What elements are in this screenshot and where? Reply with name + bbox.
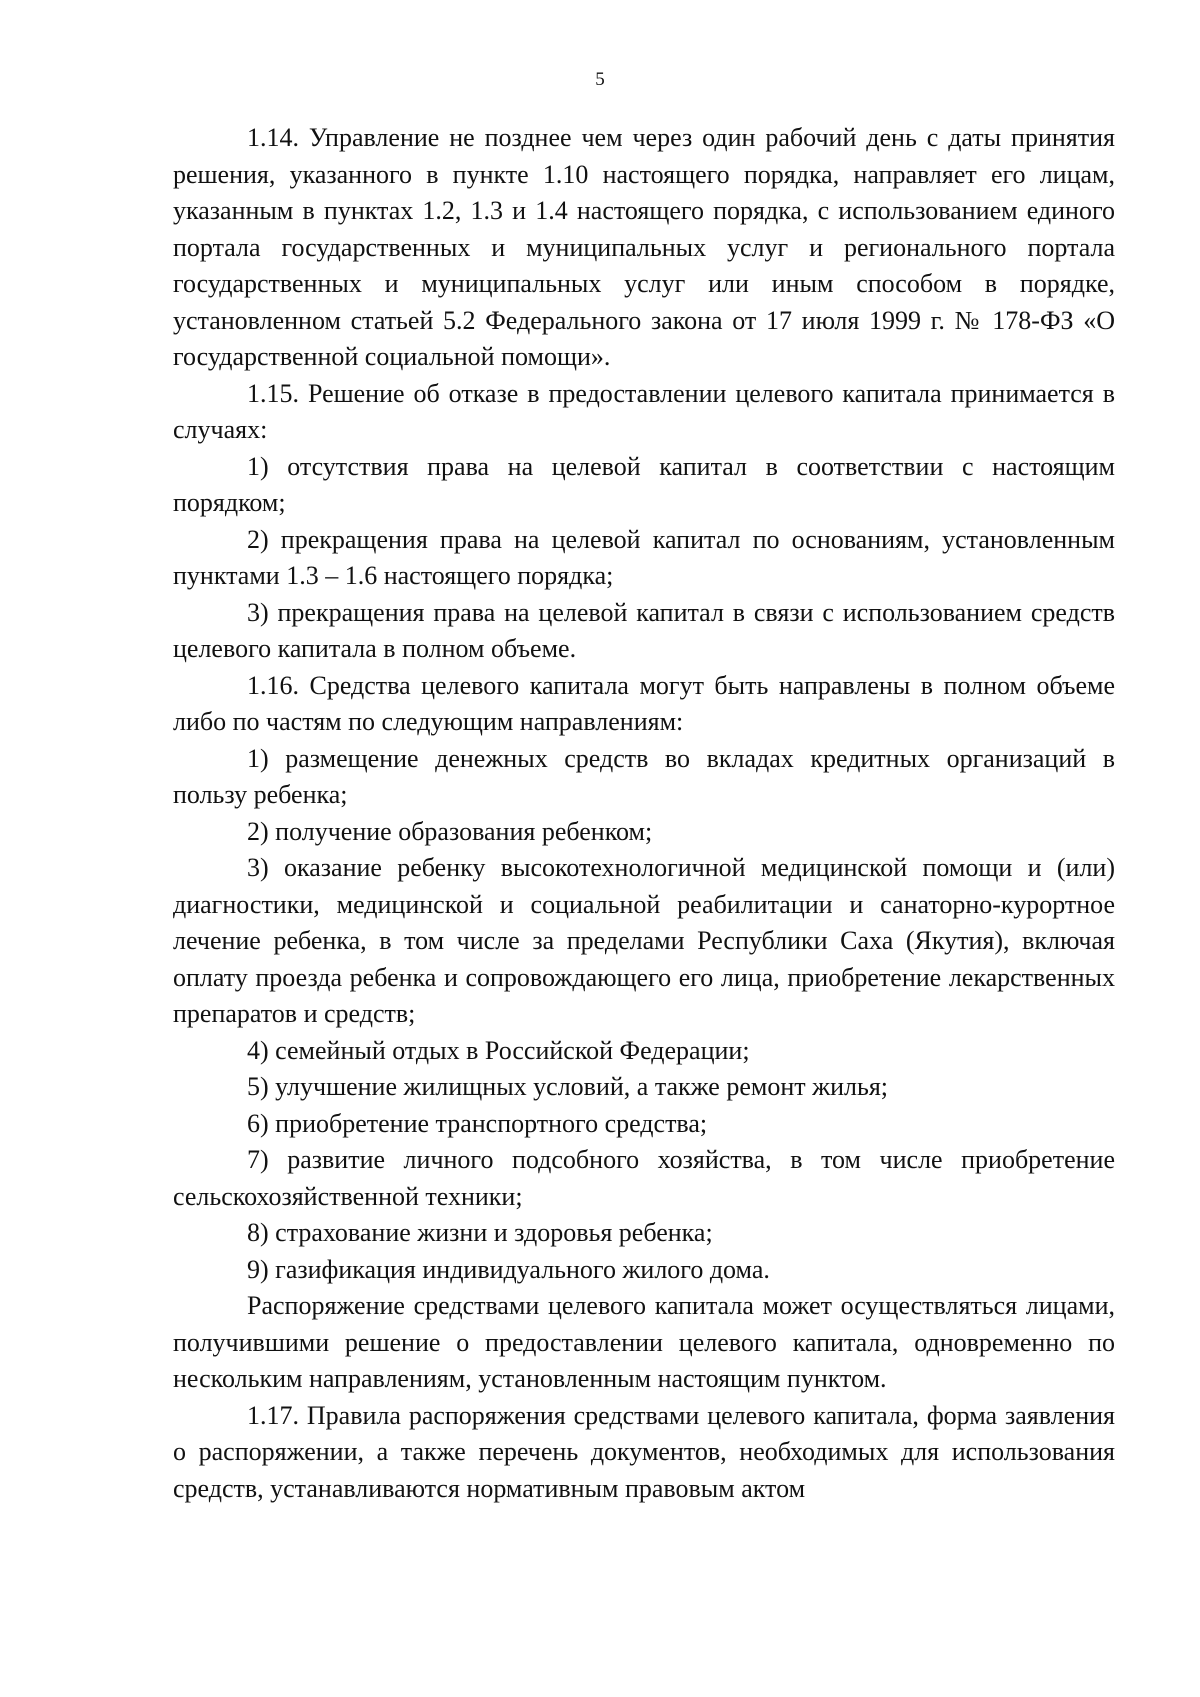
list-item-1-16-5: 5) улучшение жилищных условий, а также ремонт жилья; [247, 1072, 888, 1101]
list-item-1-16-7: 7) развитие личного подсобного хозяйства, в том числе приобретение сельскохозяйственной техники; [173, 1145, 1115, 1211]
paragraph-1-14: 1.14. Управление не позднее чем через один рабочий день с даты принятия решения, указанного в пункте 1.10 настоящего порядка, направляет его лицам, указанным в пунктах 1.2, 1.3 и 1.4 настоящего порядка, с использованием единого портала государственных и муниципальных услуг и регионального портала государственных и муниципальных услуг или иным способом в порядке, установленном статьей 5.2 Федерального закона от 17 июля 1999 г. № 178-ФЗ «О государственной социальной помощи». [173, 123, 1115, 371]
paragraph-1-16: 1.16. Средства целевого капитала могут быть направлены в полном объеме либо по частям по следующим направлениям: [173, 670, 1115, 736]
list-item-1-15-1: 1) отсутствия права на целевой капитал в соответствии с настоящим порядком; [173, 451, 1115, 517]
list-item-1-16-6: 6) приобретение транспортного средства; [247, 1108, 708, 1138]
list-item-1-15-2: 2) прекращения права на целевой капитал по основаниям, установленным пунктами 1.3 – 1.6 настоящего порядка; [173, 524, 1115, 590]
list-item-1-16-9: 9) газификация индивидуального жилого дома. [247, 1254, 770, 1284]
page-number: 5 [595, 69, 605, 90]
paragraph-disposal-note: Распоряжение средствами целевого капитала может осуществляться лицами, получившими решение о предоставлении целевого капитала, одновременно по нескольким направлениям, установленным настоящим пунктом. [173, 1291, 1115, 1393]
list-item-1-16-3: 3) оказание ребенку высокотехнологичной медицинской помощи и (или) диагностики, медицинской и социальной реабилитации и санаторно-курортное лечение ребенка, в том числе за пределами Республики Саха (Якутия), включая оплату проезда ребенка и сопровождающего его лица, приобретение лекарственных препаратов и средств; [173, 853, 1115, 1028]
list-item-1-16-8: 8) страхование жизни и здоровья ребенка; [247, 1218, 713, 1247]
list-item-1-16-2: 2) получение образования ребенком; [247, 816, 653, 846]
paragraph-1-15: 1.15. Решение об отказе в предоставлении целевого капитала принимается в случаях: [173, 378, 1115, 444]
document-body [173, 120, 1115, 1507]
list-item-1-16-1: 1) размещение денежных средств во вкладах кредитных организаций в пользу ребенка; [173, 743, 1115, 809]
paragraph-1-17: 1.17. Правила распоряжения средствами целевого капитала, форма заявления о распоряжении, а также перечень документов, необходимых для использования средств, устанавливаются нормативным правовым актом [173, 1400, 1115, 1503]
list-item-1-15-3: 3) прекращения права на целевой капитал в связи с использованием средств целевого капитала в полном объеме. [173, 597, 1115, 663]
list-item-1-16-4: 4) семейный отдых в Российской Федерации; [247, 1035, 750, 1065]
